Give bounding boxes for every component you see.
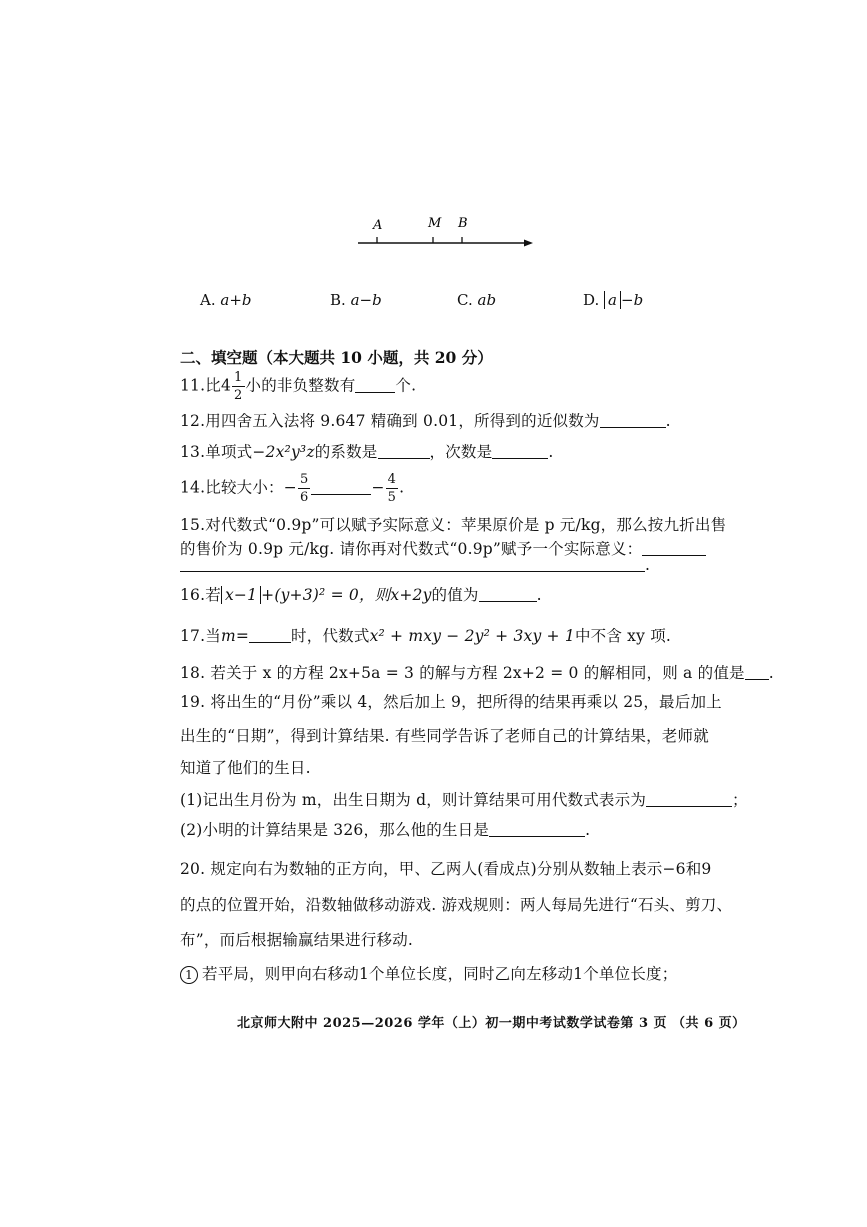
answer-blank-18[interactable] (745, 665, 769, 680)
option-d-abs: a (604, 291, 621, 309)
question-19-sub2 (180, 818, 590, 840)
q17-end: 中不含 xy 项. (574, 627, 672, 645)
q16-prefix: 16.若 (180, 586, 221, 604)
q12-end: . (665, 412, 671, 430)
question-19-line2: 出生的“日期”，得到计算结果. 有些同学告诉了老师自己的计算结果，老师就 (180, 727, 709, 745)
q11-fraction (232, 371, 244, 402)
option-c-expr: ab (477, 291, 497, 309)
q19-sub1-text: (1)记出生月份为 m，出生日期为 d，则计算结果可用代数式表示为 (180, 791, 647, 809)
question-13 (180, 440, 553, 462)
option-a-expr: a+b (220, 291, 252, 309)
q11-prefix: 11.比 (180, 376, 221, 395)
q14-fraction-2 (386, 473, 398, 504)
answer-blank-16[interactable] (479, 587, 537, 602)
q13-mid2: ，次数是 (429, 443, 493, 461)
answer-blank-13b[interactable] (492, 444, 548, 459)
q19-sub2-text: (2)小明的计算结果是 326，那么他的生日是 (180, 821, 490, 839)
question-20-rule1 (180, 962, 677, 984)
q17-prefix: 17.当 (180, 627, 221, 645)
q14-fraction-1 (298, 473, 310, 504)
question-19-sub1 (180, 788, 748, 810)
q17-mid: 时，代数式 (291, 627, 370, 645)
q12-text: 12.用四舍五入法将 9.647 精确到 0.01，所得到的近似数为 (180, 412, 600, 430)
question-12 (180, 409, 671, 431)
q11-suffix: 小的非负整数有 (245, 376, 356, 395)
q16-mid: +(y+3)² = 0，则 (261, 586, 391, 604)
answer-blank-15a[interactable] (642, 541, 706, 556)
q18-end: . (768, 664, 774, 682)
q16-abs: x−1 (221, 586, 261, 604)
question-16 (180, 583, 542, 605)
option-a (200, 291, 252, 309)
number-line-diagram (350, 210, 540, 255)
question-20-line3: 布”，而后根据输赢结果进行移动. (180, 931, 414, 949)
q19-sub2-end: . (585, 821, 591, 839)
q14-end: . (399, 478, 405, 497)
answer-blank-13a[interactable] (378, 444, 430, 459)
q16-expr: x+2y (390, 586, 432, 604)
q11-num: 1 (234, 370, 243, 385)
question-17 (180, 624, 671, 646)
q15-line2-text: 的售价为 0.9p 元/kg. 请你再对代数式“0.9p”赋予一个实际意义： (180, 540, 643, 558)
q14-d1: 6 (299, 490, 309, 505)
question-20-line1: 20. 规定向右为数轴的正方向，甲、乙两人(看成点)分别从数轴上表示−6和9 (180, 860, 712, 878)
q14-n2: 4 (387, 472, 397, 487)
option-b-letter: B. (330, 291, 346, 309)
answer-blank-19b[interactable] (489, 822, 585, 837)
question-14 (180, 473, 404, 504)
question-11 (180, 371, 416, 402)
q14-n1: 5 (299, 472, 309, 487)
q18-text: 18. 若关于 x 的方程 2x+5a = 3 的解与方程 2x+2 = 0 的解相同，则 a 的值是 (180, 664, 745, 682)
question-15-line1: 15.对代数式“0.9p”可以赋予实际意义：苹果原价是 p 元/kg，那么按九折出售 (180, 516, 727, 534)
question-15-line3 (180, 556, 650, 574)
q14-d2: 5 (387, 490, 397, 505)
q13-mid: 的系数是 (314, 443, 378, 461)
option-d-letter: D. (583, 291, 600, 309)
option-d (583, 291, 643, 309)
option-d-expr: −b (621, 291, 644, 309)
page-footer: 北京师大附中 2025—2026 学年（上）初一期中考试数学试卷第 3 页 （共 6 页） (237, 1016, 746, 1031)
answer-blank-17[interactable] (249, 628, 291, 643)
option-c-letter: C. (457, 291, 473, 309)
q14-neg2: − (371, 478, 385, 497)
answer-blank-11[interactable] (355, 378, 395, 393)
circled-number-1: 1 (180, 966, 198, 984)
answer-blank-14[interactable] (311, 480, 371, 495)
q13-expr: −2x²y³z (252, 443, 315, 461)
q17-var: m= (220, 627, 250, 645)
question-19-line3: 知道了他们的生日. (180, 759, 311, 777)
label-m: M (428, 216, 442, 231)
q11-whole: 4 (220, 376, 232, 395)
q14-neg1: − (283, 478, 297, 497)
q17-expr: x² + mxy − 2y² + 3xy + 1 (369, 627, 575, 645)
q16-end: . (536, 586, 542, 604)
label-b: B (458, 216, 468, 231)
answer-blank-19a[interactable] (646, 792, 732, 807)
question-19-line1: 19. 将出生的“月份”乘以 4，然后加上 9，把所得的结果再乘以 25，最后加上 (180, 693, 722, 711)
section-heading: 二、填空题（本大题共 10 小题，共 20 分） (180, 348, 493, 367)
option-a-letter: A. (200, 291, 216, 309)
answer-blank-12[interactable] (600, 413, 666, 428)
q19-sub1-end: ； (732, 791, 748, 809)
question-20-line2: 的点的位置开始，沿数轴做移动游戏. 游戏规则：两人每局先进行“石头、剪刀、 (180, 896, 733, 914)
q15-end: . (645, 556, 651, 574)
q13-end: . (548, 443, 554, 461)
label-a: A (373, 218, 383, 233)
option-b (330, 291, 382, 309)
q11-den: 2 (234, 388, 243, 403)
number-line-arrow (524, 240, 533, 247)
question-18 (180, 661, 774, 683)
q13-prefix: 13.单项式 (180, 443, 253, 461)
q14-prefix: 14.比较大小： (180, 478, 284, 497)
option-b-expr: a−b (350, 291, 382, 309)
q20-rule1-text: 若平局，则甲向右移动1个单位长度，同时乙向左移动1个单位长度； (202, 965, 678, 983)
q11-end: 个. (395, 376, 417, 395)
answer-blank-15b[interactable] (180, 557, 645, 572)
option-c (457, 291, 496, 309)
q16-mid2: 的值为 (431, 586, 479, 604)
